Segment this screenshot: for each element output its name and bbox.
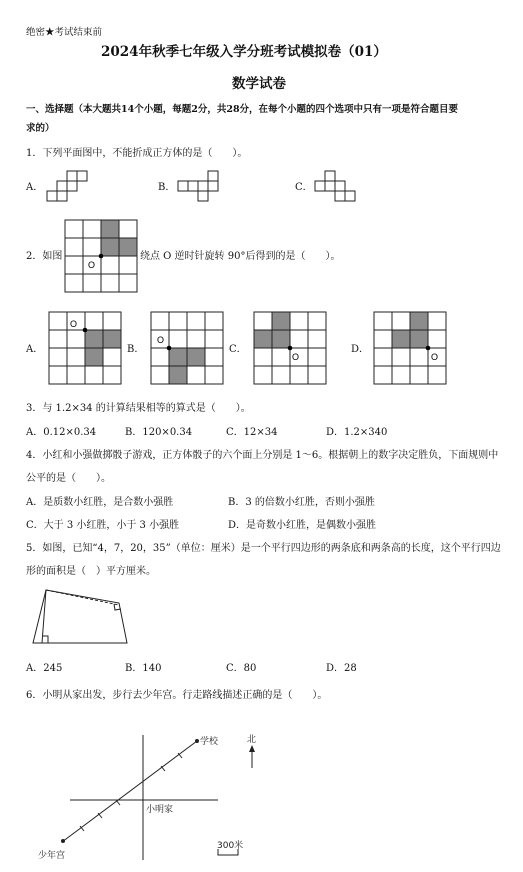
q5-option-b: B．140 (125, 663, 162, 674)
map-label-scale: 300米 (217, 841, 244, 851)
map-label-home: 小明家 (146, 805, 174, 815)
map-label-youth-palace: 少年宫 (38, 851, 66, 861)
q2-option-d-label: D． (351, 344, 370, 355)
question-4-stem-cont: 公平的是（ ）。 (26, 473, 111, 484)
q5-option-c: C．80 (226, 663, 257, 674)
question-6-stem: 6．小明从家出发，步行去少年宫。行走路线描述正确的是（ ）。 (26, 690, 328, 701)
q4-option-b: B．3 的倍数小红胜，否则小强胜 (228, 497, 375, 508)
q3-option-a: A．0.12×0.34 (26, 427, 97, 438)
question-1-stem: 1．下列平面图中，不能折成正方体的是（ ）。 (26, 148, 248, 159)
q2-c-point-label: O (292, 352, 300, 362)
q2-b-point-label: O (157, 335, 165, 345)
question-2-suffix: 绕点 O 逆时针旋转 90°后得到的是（ ）。 (140, 251, 341, 262)
section-heading: 一、选择题（本大题共14个小题，每题2分，共28分，在每个小题的四个选项中只有一项是符合题目要 (26, 104, 459, 115)
q4-option-c: C．大于 3 小红胜，小于 3 小强胜 (26, 520, 180, 531)
page-subtitle: 数学试卷 (232, 76, 286, 92)
q2-d-point-label: O (431, 352, 439, 362)
question-5-stem-cont: 形的面积是（ ）平方厘米。 (26, 566, 156, 577)
q1-option-c-label: C． (295, 182, 313, 193)
q5-option-a: A．245 (26, 663, 63, 674)
section-heading-cont: 求的） (26, 123, 55, 134)
q2-option-b-label: B． (127, 344, 145, 355)
confidential-label: 绝密★考试结束前 (26, 27, 103, 38)
q2-point-o-label: O (88, 260, 96, 270)
map-label-north: 北 (247, 735, 257, 745)
page-title: 2024年秋季七年级入学分班考试模拟卷（01） (101, 44, 387, 60)
q5-option-d: D．28 (326, 663, 357, 674)
q2-option-a-label: A． (26, 344, 44, 355)
question-3-stem: 3．与 1.2×34 的计算结果相等的算式是（ ）。 (26, 403, 251, 414)
q3-option-b: B．120×0.34 (125, 427, 193, 438)
q2-option-c-label: C． (229, 344, 247, 355)
map-label-school: 学校 (200, 737, 219, 747)
q4-option-a: A．是质数小红胜，是合数小强胜 (26, 497, 174, 508)
q2-a-point-label: O (70, 319, 78, 329)
q1-option-b-label: B． (158, 182, 176, 193)
question-2-prefix: 2．如图 (26, 251, 63, 262)
q3-option-d: D．1.2×340 (326, 427, 388, 438)
q4-option-d: D．是奇数小红胜，是偶数小强胜 (228, 520, 377, 531)
q3-option-c: C．12×34 (226, 427, 278, 438)
question-5-stem: 5．如图，已知“4，7，20，35”（单位：厘米）是一个平行四边形的两条底和两条高的长度，这个平行四边 (26, 543, 501, 554)
question-4-stem: 4．小红和小强做掷骰子游戏，正方体骰子的六个面上分别是 1～6。根据朝上的数字决定胜负，下面规则中 (26, 450, 499, 461)
q1-option-a-label: A． (26, 182, 44, 193)
